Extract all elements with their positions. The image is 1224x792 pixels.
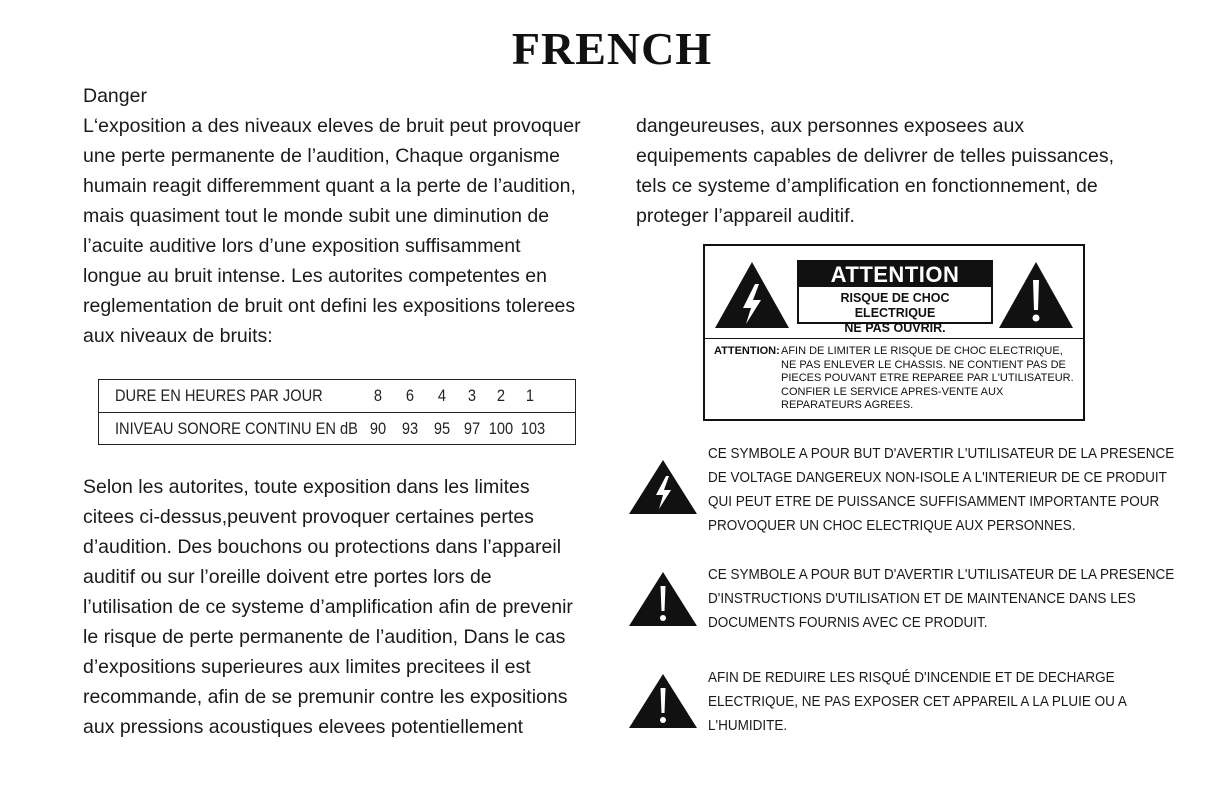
page-title: FRENCH	[511, 23, 713, 74]
table-row-levels	[99, 413, 575, 445]
paragraph-line: dangeureuses, aux personnes exposees aux	[636, 115, 1025, 137]
symbol-line: ELECTRIQUE, NE PAS EXPOSER CET APPAREIL A LA PLUIE OU A	[708, 693, 1127, 710]
symbol-line: DOCUMENTS FOURNIS AVEC CE PRODUIT.	[708, 614, 988, 631]
paragraph-line: longue au bruit intense. Les autorites competentes en	[83, 265, 547, 287]
level-cell: 90	[369, 419, 387, 438]
symbol-line: D'INSTRUCTIONS D'UTILISATION ET DE MAINTENANCE DANS LES	[708, 590, 1136, 607]
paragraph-line: d’audition. Des bouchons ou protections dans l’appareil	[83, 536, 562, 558]
paragraph-line: d’expositions superieures aux limites precitees il est	[83, 656, 531, 678]
symbol-line: QUI PEUT ETRE DE PUISSANCE SUFFISAMMENT IMPORTANTE POUR	[708, 493, 1160, 510]
paragraph-line: reglementation de bruit ont defini les expositions tolerees	[83, 295, 576, 317]
symbol-line: AFIN DE REDUIRE LES RISQUÉ D'INCENDIE ET DE DECHARGE	[708, 669, 1115, 686]
paragraph-line: l’utilisation de ce systeme d’amplification afin de prevenir	[83, 596, 573, 618]
level-cell: 103	[520, 419, 546, 438]
row-label-levels: INIVEAU SONORE CONTINU EN dB	[115, 419, 358, 438]
attention-subtitle-2: NE PAS OUVRIR.	[844, 321, 946, 335]
paragraph-line: aux pressions acoustiques elevees potentiellement	[83, 716, 524, 738]
paragraph-line: le risque de perte permanente de l’audition, Dans le cas	[83, 626, 566, 648]
symbol-line: PROVOQUER UN CHOC ELECTRIQUE AUX PERSONNES.	[708, 517, 1076, 534]
notice-line: CONFIER LE SERVICE APRES-VENTE AUX	[781, 385, 1004, 398]
symbol-line: L'HUMIDITE.	[708, 717, 788, 734]
table-row-hours	[99, 380, 575, 413]
paragraph-line: equipements capables de delivrer de telles puissances,	[636, 145, 1115, 167]
attention-subtitle-1: RISQUE DE CHOC ELECTRIQUE	[840, 291, 950, 320]
attention-label: ATTENTION:	[714, 345, 780, 357]
paragraph-line: tels ce systeme d’amplification en fonctionnement, de	[636, 175, 1098, 197]
paragraph-line: proteger l’appareil auditif.	[636, 205, 855, 227]
notice-line: AFIN DE LIMITER LE RISQUE DE CHOC ELECTRIQUE,	[781, 345, 1063, 357]
exclamation-triangle-icon	[997, 260, 1075, 330]
hours-cell: 3	[467, 386, 477, 405]
paragraph-line: recommande, afin de se premunir contre les expositions	[83, 686, 568, 708]
paragraph-line: humain reagit differemment quant a la perte de l’audition,	[83, 175, 576, 197]
continuation-paragraph	[636, 111, 1114, 231]
lightning-triangle-icon	[628, 459, 698, 515]
notice-line: REPARATEURS AGREES.	[781, 399, 914, 411]
box-divider	[705, 338, 1083, 339]
hours-cell: 8	[373, 386, 383, 405]
attention-notice-text	[781, 345, 1074, 413]
paragraph-line: citees ci-dessus,peuvent provoquer certaines pertes	[83, 506, 534, 528]
danger-heading: Danger	[83, 85, 147, 107]
paragraph-line: Selon les autorites, toute exposition dans les limites	[83, 476, 530, 498]
lightning-symbol-description	[708, 442, 1224, 538]
noise-exposure-table	[98, 379, 576, 445]
row-label-hours: DURE EN HEURES PAR JOUR	[115, 386, 323, 405]
paragraph-line: l’acuite auditive lors d’une exposition suffisamment	[83, 235, 521, 257]
hours-cell: 2	[496, 386, 506, 405]
hours-cell: 4	[437, 386, 447, 405]
moisture-warning-text	[708, 666, 1173, 738]
paragraph-line: L‘exposition a des niveaux eleves de bruit peut provoquer	[83, 115, 581, 137]
paragraph-line: mais quasiment tout le monde subit une diminution de	[83, 205, 550, 227]
level-cell: 97	[463, 419, 481, 438]
exclamation-symbol-description	[708, 563, 1224, 635]
symbol-line: CE SYMBOLE A POUR BUT D'AVERTIR L'UTILISATEUR DE LA PRESENCE	[708, 566, 1175, 583]
symbol-line: DE VOLTAGE DANGEREUX NON-ISOLE A L'INTERIEUR DE CE PRODUIT	[708, 469, 1167, 486]
paragraph-line: auditif ou sur l’oreille doivent etre portes lors de	[83, 566, 492, 588]
danger-paragraph	[83, 111, 581, 351]
attention-badge	[797, 260, 993, 335]
attention-heading: ATTENTION	[799, 262, 991, 287]
lightning-triangle-icon	[713, 260, 791, 330]
exclamation-triangle-icon	[628, 571, 698, 627]
notice-line: PIECES POUVANT ETRE REPAREE PAR L'UTILISATEUR.	[781, 372, 1074, 384]
paragraph-line: aux niveaux de bruits:	[83, 325, 273, 347]
warning-triangle-icon	[628, 673, 698, 729]
hours-cell: 1	[525, 386, 535, 405]
selon-paragraph	[83, 472, 573, 742]
paragraph-line: une perte permanente de l’audition, Chaque organisme	[83, 145, 560, 167]
level-cell: 100	[488, 419, 514, 438]
attention-warning-box	[703, 244, 1085, 421]
level-cell: 93	[401, 419, 419, 438]
level-cell: 95	[433, 419, 451, 438]
symbol-line: CE SYMBOLE A POUR BUT D'AVERTIR L'UTILISATEUR DE LA PRESENCE	[708, 445, 1175, 462]
hours-cell: 6	[405, 386, 415, 405]
notice-line: NE PAS ENLEVER LE CHASSIS. NE CONTIENT PAS DE	[781, 358, 1066, 371]
